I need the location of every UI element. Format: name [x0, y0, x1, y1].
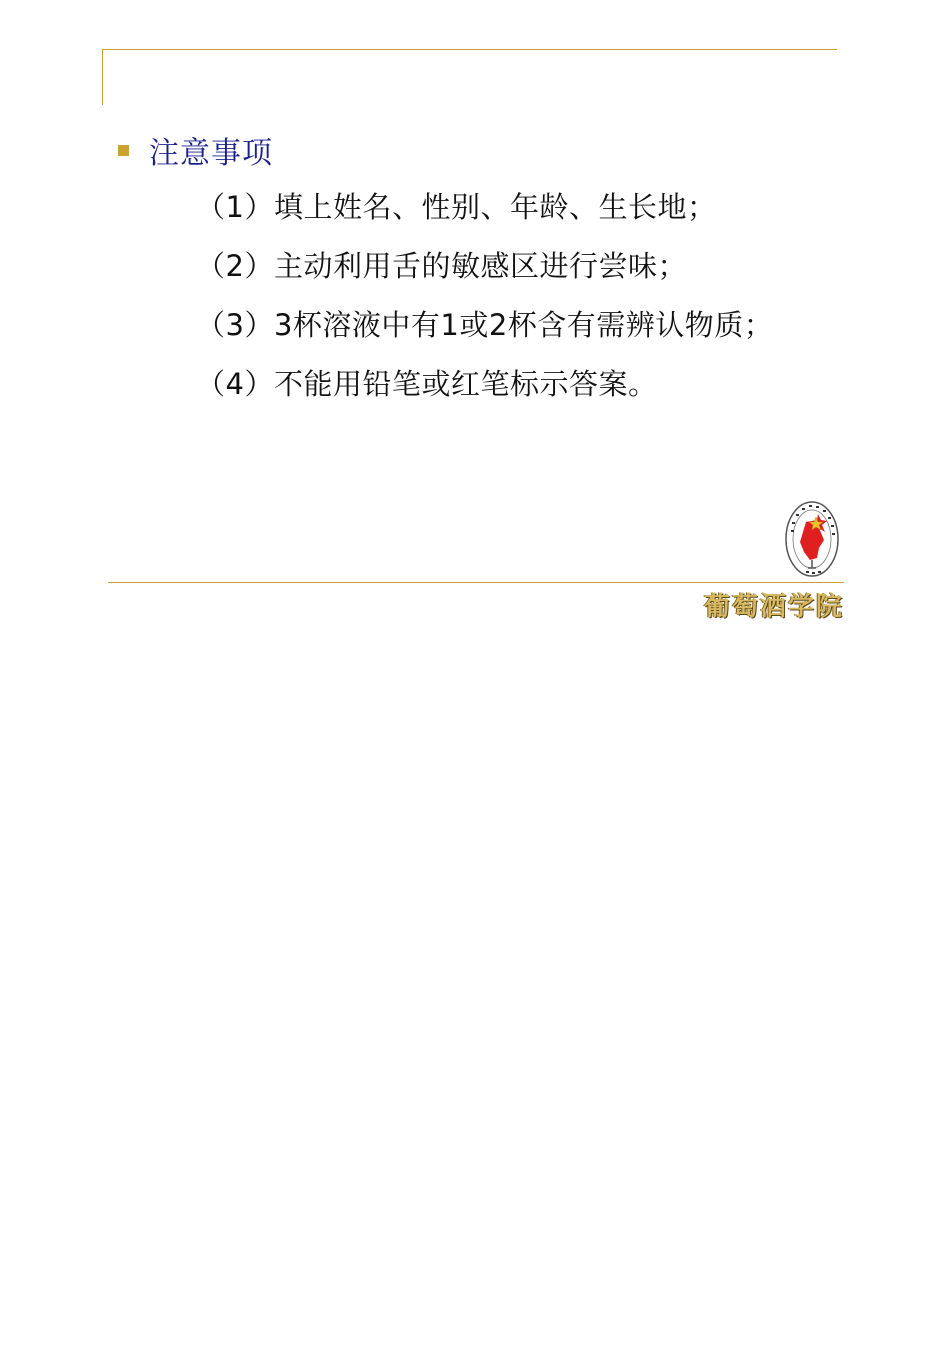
list-item: （1）填上姓名、性别、年龄、生长地；: [196, 190, 717, 224]
list-item: （3）3杯溶液中有1或2杯含有需辨认物质；: [196, 308, 774, 342]
college-name: 葡萄酒学院: [703, 592, 844, 622]
list-item: （2）主动利用舌的敏感区进行尝味；: [196, 249, 687, 283]
heading-row: [118, 128, 273, 172]
slide-heading: 注意事项: [149, 136, 273, 171]
slide: [0, 0, 952, 640]
frame-left-rule: [102, 49, 103, 105]
college-emblem-icon: [784, 500, 840, 578]
notes-list: [196, 186, 773, 422]
square-bullet-icon: [118, 145, 129, 156]
frame-top-rule: [102, 49, 837, 50]
list-item: （4）不能用铅笔或红笔标示答案。: [196, 367, 658, 401]
footer-rule: [108, 582, 844, 583]
